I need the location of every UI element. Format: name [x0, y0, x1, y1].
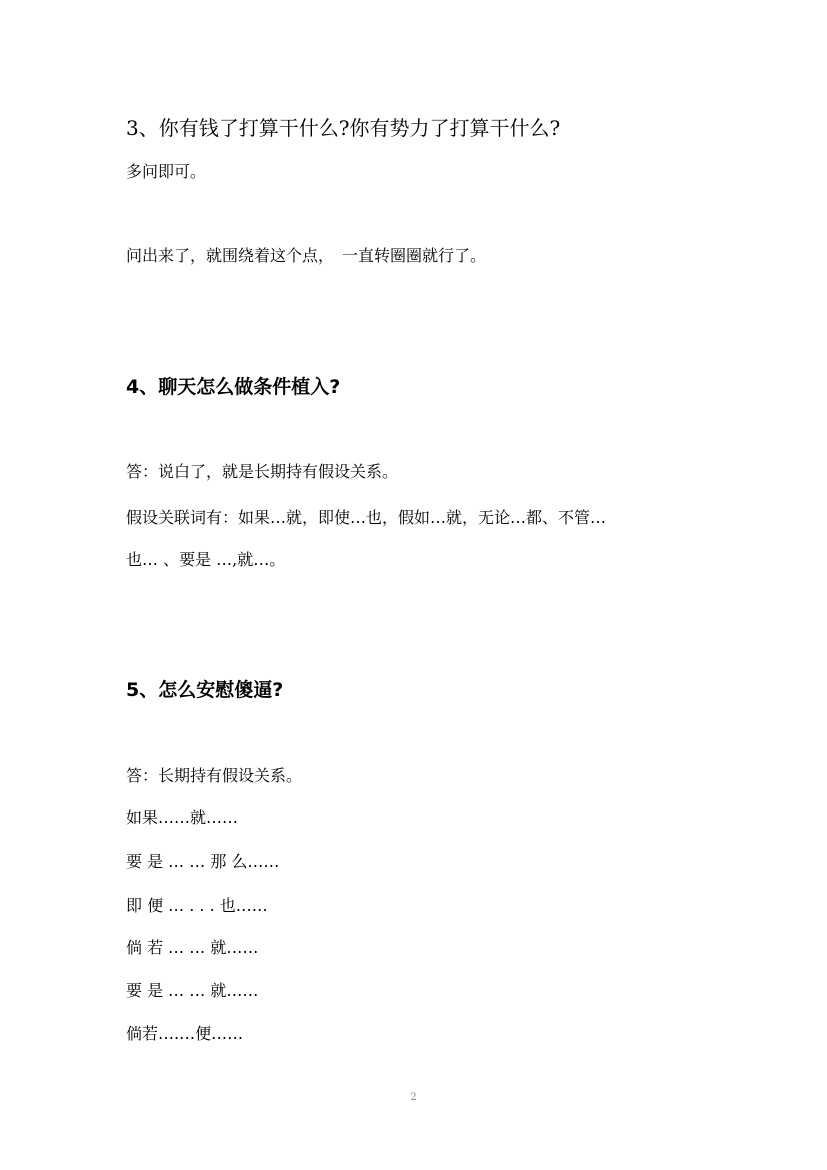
section-5-item: 倘 若 … … 就…… [126, 938, 259, 957]
section-4-line-2: 也… 、要是 …,就…。 [126, 550, 286, 569]
section-3-line-2: 问出来了，就围绕着这个点， 一直转圈圈就行了。 [126, 246, 487, 265]
section-5-item: 倘若….…便…… [126, 1024, 244, 1043]
section-5-title: 5、怎么安慰傻逼? [126, 679, 284, 701]
section-4-answer: 答：说白了，就是长期持有假设关系。 [126, 462, 399, 481]
section-5-item: 要 是 … … 那 么…… [126, 852, 280, 871]
page-number: 2 [410, 1092, 417, 1103]
section-5-item: 要 是 … … 就…… [126, 981, 259, 1000]
section-4-line-1: 假设关联词有：如果…就，即使…也，假如…就，无论…都、不管… [126, 508, 607, 527]
section-5-item: 即 便 … . . . 也…… [126, 896, 268, 915]
section-3-title: 3、你有钱了打算干什么?你有势力了打算干什么? [126, 116, 561, 140]
section-5-answer: 答：长期持有假设关系。 [126, 766, 303, 785]
section-5-item: 如果……就…… [126, 808, 239, 827]
section-4-title: 4、聊天怎么做条件植入? [126, 376, 341, 398]
section-3-line-1: 多问即可。 [126, 162, 207, 181]
